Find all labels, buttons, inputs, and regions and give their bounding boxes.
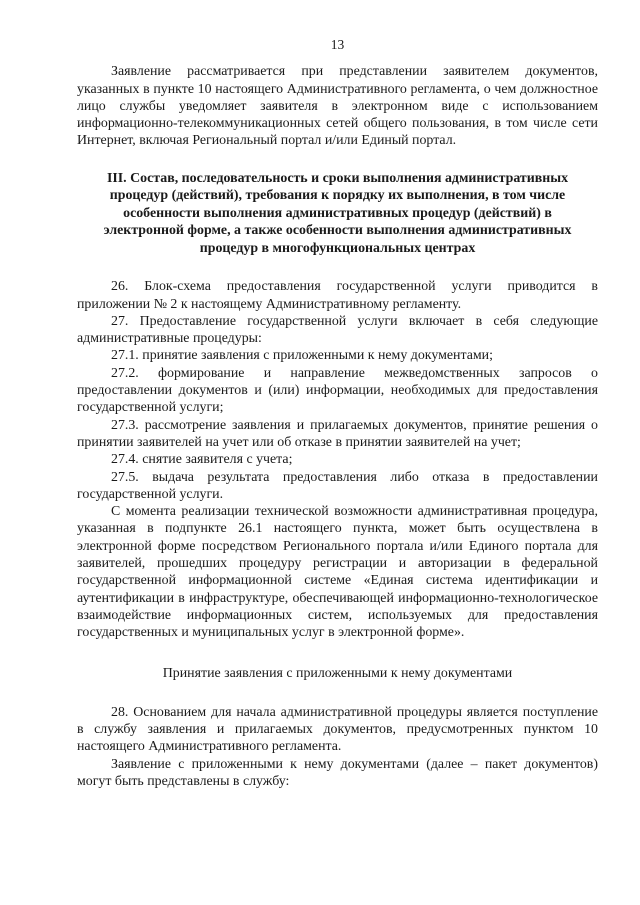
- paragraph-27-4: 27.4. снятие заявителя с учета;: [111, 452, 293, 468]
- paragraph-27-2: 27.2. формирование и направление межведомственных запросов о предоставлении документов и (или) информации, необходимых для предоставления государственной услуги;: [77, 365, 598, 416]
- paragraph-electronic-form: С момента реализации технической возможности административная процедура, указанная в подпункте 26.1 настоящего пункта, может быть осуществлена в электронной форме посредством Регионального портала и/или Единого портала для заявителей, прошедших процедуру регистрации и авторизации в федеральной государственной информационной системе «Единая система идентификации и аутентификации в инфраструктуре, обеспечивающей информационно-технологическое взаимодействие информационных систем, используемых для предоставления государственных и муниципальных услуг в электронной форме».: [77, 504, 598, 641]
- document-page: [77, 36, 598, 790]
- paragraph-27-3: 27.3. рассмотрение заявления и прилагаемых документов, принятие решения о принятии заявителей на учет или об отказе в принятии заявителей на учет;: [77, 417, 598, 450]
- paragraph-27: 27. Предоставление государственной услуги включает в себя следующие административные процедуры:: [77, 313, 598, 347]
- paragraph-28-packet: Заявление с приложенными к нему документами (далее – пакет документов) могут быть представлены в службу:: [77, 756, 598, 789]
- sub-heading: Принятие заявления с приложенными к нему документами: [162, 665, 513, 681]
- intro-paragraph: Заявление рассматривается при представлении заявителем документов, указанных в пункте 10 настоящего Административного регламента, о чем должностное лицо службы уведомляет заявителя в электронном виде с использованием информационно-телекоммуникационных сетей общего пользования, в том числе сети Интернет, включая Региональный портал и/или Единый портал.: [77, 64, 598, 149]
- page-number: 13: [330, 37, 345, 52]
- paragraph-27-1: 27.1. принятие заявления с приложенными к нему документами;: [111, 348, 493, 364]
- section-heading: III. Состав, последовательность и сроки выполнения административных процедур (действий), требования к порядку их выполнения, в том числе особенности выполнения административных процедур (действий) в электронной форме, а также особенности выполнения административных процедур в многофункциональных центрах: [103, 170, 572, 256]
- paragraph-26: 26. Блок-схема предоставления государственной услуги приводится в приложении № 2 к настоящему Административному регламенту.: [77, 279, 598, 312]
- paragraph-28: 28. Основанием для начала административной процедуры является поступление в службу заявления и прилагаемых документов, предусмотренных пунктом 10 настоящего Административного регламента.: [77, 704, 598, 755]
- paragraph-27-5: 27.5. выдача результата предоставления либо отказа в предоставлении государственной услуги.: [77, 469, 598, 502]
